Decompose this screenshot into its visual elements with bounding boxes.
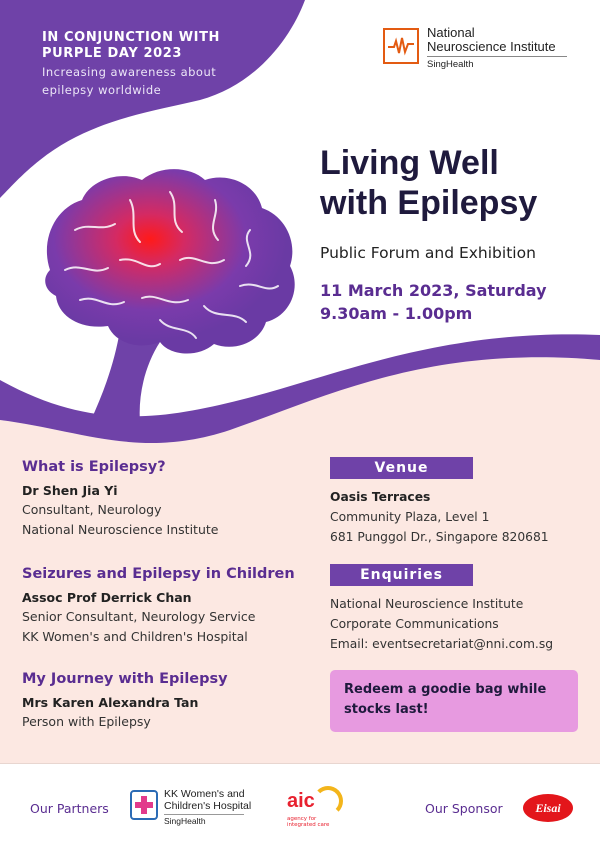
enquiries-label: Enquiries bbox=[330, 564, 473, 586]
enquiries-line: Corporate Communications bbox=[330, 617, 499, 631]
talk-role: Consultant, Neurology bbox=[22, 502, 162, 517]
event-datetime bbox=[320, 279, 547, 325]
talk-role: Person with Epilepsy bbox=[22, 714, 151, 729]
talk-role: KK Women's and Children's Hospital bbox=[22, 629, 248, 644]
nni-logo-rule bbox=[427, 56, 567, 57]
sponsor-label: Our Sponsor bbox=[425, 801, 503, 816]
kk-hospital-name bbox=[164, 788, 251, 812]
talk-speaker: Dr Shen Jia Yi bbox=[22, 483, 118, 498]
event-subtitle: Public Forum and Exhibition bbox=[320, 244, 536, 262]
talk-heading: Seizures and Epilepsy in Children bbox=[22, 566, 295, 582]
purple-day-tag bbox=[42, 30, 220, 98]
kk-name-line-1: KK Women's and bbox=[164, 788, 245, 800]
tag-line-1: IN CONJUNCTION WITH bbox=[42, 30, 221, 45]
talk-2 bbox=[22, 565, 322, 647]
venue-details bbox=[330, 487, 590, 547]
talk-speaker: Mrs Karen Alexandra Tan bbox=[22, 695, 199, 710]
brain-illustration bbox=[20, 160, 310, 422]
kk-hospital-logo bbox=[130, 786, 260, 828]
talk-1 bbox=[22, 458, 322, 540]
nni-name-line-2: Neuroscience Institute bbox=[427, 39, 556, 54]
kk-name-line-2: Children's Hospital bbox=[164, 800, 252, 812]
aic-logo bbox=[285, 784, 349, 832]
nni-name-line-1: National bbox=[427, 25, 475, 40]
tag-line-4: epilepsy worldwide bbox=[42, 83, 162, 97]
title-line-1: Living Well bbox=[320, 144, 499, 182]
kk-cross-icon bbox=[130, 790, 158, 820]
nni-name bbox=[427, 26, 556, 54]
eisai-logo: Eisai bbox=[523, 794, 573, 822]
talk-heading: My Journey with Epilepsy bbox=[22, 671, 228, 687]
venue-label: Venue bbox=[330, 457, 473, 479]
nni-logo bbox=[383, 26, 573, 68]
aic-arc-icon bbox=[313, 786, 343, 816]
title-line-2: with Epilepsy bbox=[320, 184, 538, 222]
talk-heading: What is Epilepsy? bbox=[22, 459, 166, 475]
talk-3 bbox=[22, 670, 322, 732]
tag-line-3: Increasing awareness about bbox=[42, 65, 217, 79]
event-title bbox=[320, 143, 590, 223]
talk-role: National Neuroscience Institute bbox=[22, 522, 219, 537]
event-date: 11 March 2023, Saturday bbox=[320, 281, 547, 300]
nni-pulse-icon bbox=[383, 28, 419, 64]
aic-tagline: agency for integrated care bbox=[287, 816, 330, 828]
footer bbox=[0, 764, 600, 849]
talk-role: Senior Consultant, Neurology Service bbox=[22, 609, 256, 624]
venue-line: 681 Punggol Dr., Singapore 820681 bbox=[330, 530, 549, 544]
enquiries-email[interactable]: Email: eventsecretariat@nni.com.sg bbox=[330, 637, 554, 651]
kk-singhealth-label: SingHealth bbox=[164, 814, 244, 826]
venue-line: Community Plaza, Level 1 bbox=[330, 510, 490, 524]
enquiries-details bbox=[330, 594, 590, 654]
venue-name: Oasis Terraces bbox=[330, 490, 431, 504]
tag-line-2: PURPLE DAY 2023 bbox=[42, 46, 183, 61]
aic-logo-text: aic bbox=[287, 790, 315, 812]
event-time: 9.30am - 1.00pm bbox=[320, 304, 473, 323]
singhealth-label: SingHealth bbox=[427, 59, 474, 70]
enquiries-line: National Neuroscience Institute bbox=[330, 597, 524, 611]
partners-label: Our Partners bbox=[30, 801, 109, 816]
goodie-bag-note: Redeem a goodie bag while stocks last! bbox=[330, 670, 578, 732]
talk-speaker: Assoc Prof Derrick Chan bbox=[22, 590, 192, 605]
